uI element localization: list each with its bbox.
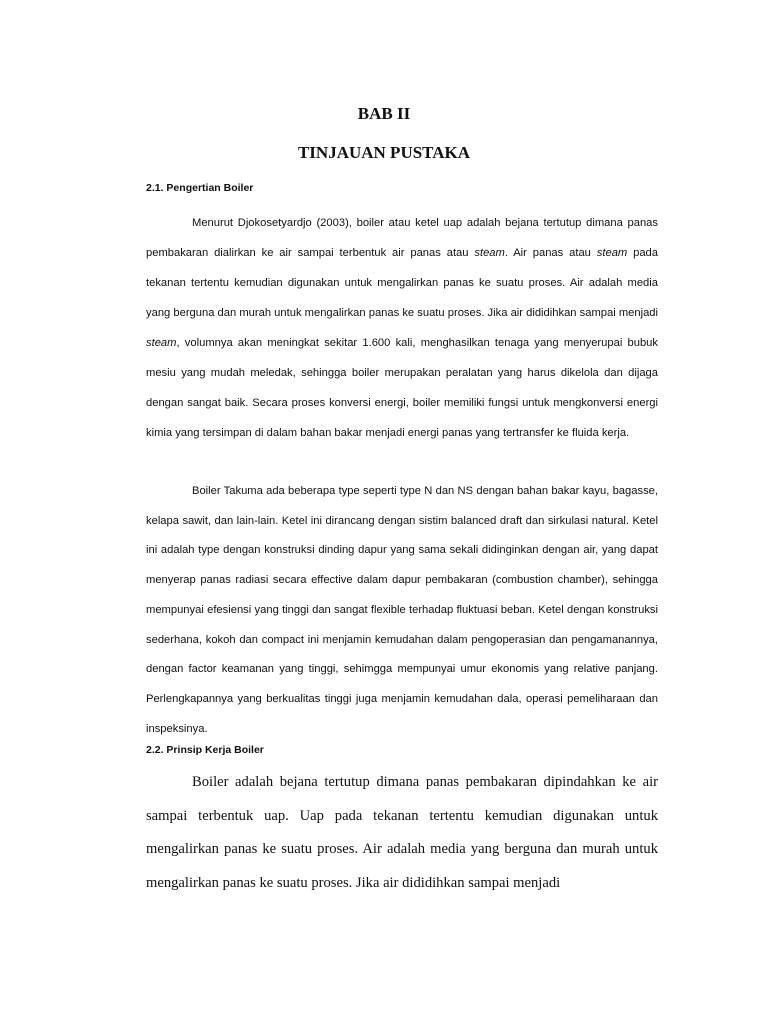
chapter-label: BAB II [357, 104, 411, 123]
paragraph-text: pada tekanan tertentu kemudian digunakan untuk mengalirkan panas ke suatu proses. Air adalah media yang berguna dan murah untuk mengalirkan panas ke suatu proses. Jika air dididihkan sampai menjadi [146, 247, 658, 319]
italic-term-steam: steam [474, 247, 505, 259]
italic-term-steam: steam [596, 247, 628, 259]
paragraph-text: Menurut Djokosetyardjo (2003), boiler atau ketel uap adalah bejana tertutup dimana panas pembakaran dialirkan ke air sampai terbentuk air panas atau [146, 217, 658, 259]
paragraph-prinsip-kerja-boiler: Boiler adalah bejana tertutup dimana panas pembakaran dipindahkan ke air sampai terbentuk uap. Uap pada tekanan tertentu kemudian digunakan untuk mengalirkan panas ke suatu proses. Air adalah media yang berguna dan murah untuk mengalirkan panas ke suatu proses. Jika air dididihkan sampai menjadi [146, 774, 658, 891]
paragraph-pengertian-boiler-2: Boiler Takuma ada beberapa type seperti type N dan NS dengan bahan bakar kayu, bagasse, kelapa sawit, dan lain-lain. Ketel ini dirancang dengan sistim balanced draft dan sirkulasi natural. Ketel ini adalah type dengan konstruksi dinding dapur yang sama sekali didinginkan dengan air, yang dapat menyerap panas radiasi secara effective dalam dapur pembakaran (combustion chamber), sehingga mempunyai efesiensi yang tinggi dan sangat flexible terhadap fluktuasi beban. Ketel dengan konstruksi sederhana, kokoh dan compact ini menjamin kemudahan dalam pengoperasian dan pengamanannya, dengan factor keamanan yang tinggi, sehimgga mempunyai umur ekonomis yang relative panjang. Perlengkapannya yang berkualitas tinggi juga menjamin kemudahan dala, operasi pemeliharaan dan inspeksinya. [146, 485, 658, 735]
paragraph-text: , volumnya akan meningkat sekitar 1.600 kali, menghasilkan tenaga yang menyerupai bubuk mesiu yang mudah meledak, sehingga boiler merupakan peralatan yang harus dikelola dan dijaga dengan sangat baik. Secara proses konversi energi, boiler memiliki fungsi untuk mengkonversi energi kimia yang tersimpan di dalam bahan bakar menjadi energi panas yang tertransfer ke fluida kerja. [146, 337, 658, 439]
section-heading-2-2: 2.2. Prinsip Kerja Boiler [146, 744, 264, 756]
italic-term-steam: steam [146, 337, 177, 349]
paragraph-pengertian-boiler-1 [146, 208, 658, 448]
section-heading-2-1: 2.1. Pengertian Boiler [146, 182, 254, 194]
paragraph-text: . Air panas atau [504, 247, 597, 259]
chapter-title: TINJAUAN PUSTAKA [297, 143, 471, 162]
